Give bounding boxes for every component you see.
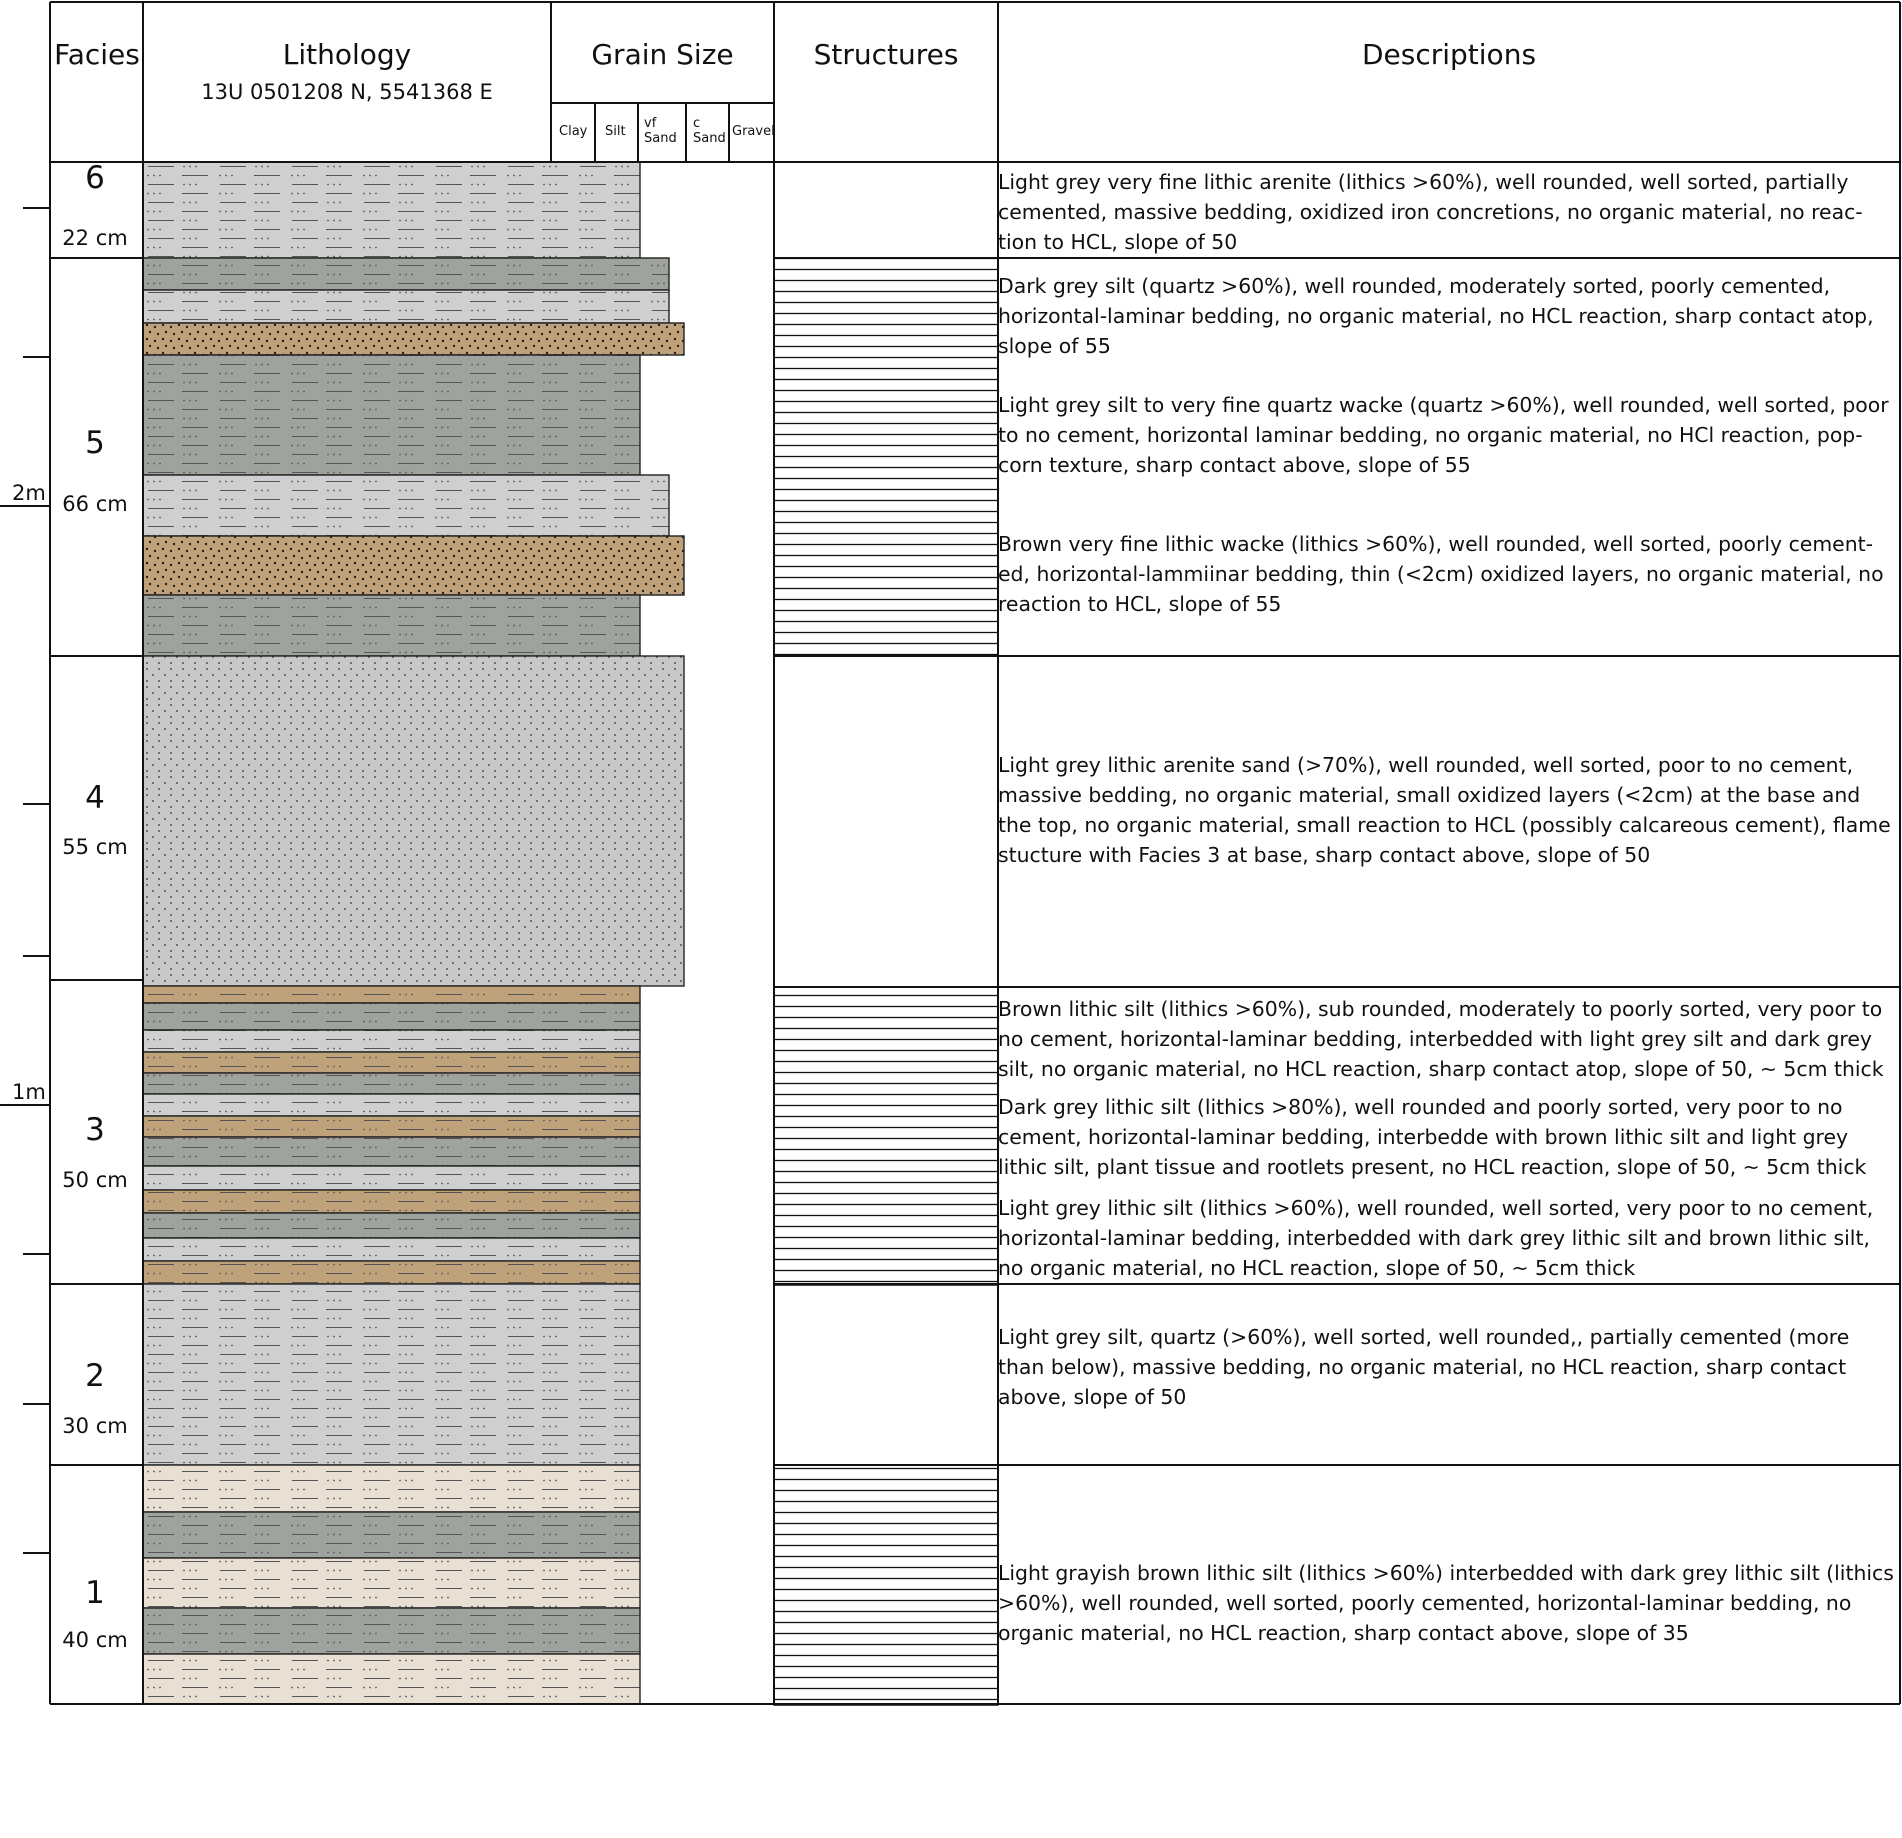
bed-facies-5-light-grey-2	[143, 475, 669, 536]
bed-facies-1-light-brown-3	[143, 1654, 640, 1704]
grain-class-gravel: Gravel	[732, 124, 775, 139]
facies-number-5: 5	[85, 425, 105, 461]
grain-class-clay: Clay	[559, 124, 588, 139]
bed-facies-1-light-brown-1	[143, 1465, 640, 1512]
bed-facies-5-light-grey-1	[143, 290, 669, 323]
scale-label-2m: 2m	[12, 481, 46, 505]
description-facies-5-light-grey-silt: Light grey silt to very fine quartz wacke (quartz >60%), well rounded, well sorted, poor to no cement, horizontal laminar bedding, no organic material, no HCl reaction, pop- corn texture, sharp contact above, slope of 55	[998, 393, 1889, 477]
bed-facies-3-dark-grey-1	[143, 1003, 640, 1030]
bed-facies-3-brown-3	[143, 1116, 640, 1137]
facies-number-1: 1	[85, 1575, 105, 1611]
header-descriptions: Descriptions	[1361, 38, 1537, 71]
lamination-band-facies-1	[774, 1465, 998, 1705]
bed-facies-1-dark-grey-1	[143, 1512, 640, 1558]
description-facies-3-brown-silt: Brown lithic silt (lithics >60%), sub rounded, moderately to poorly sorted, very poor to no cement, horizontal-laminar bedding, interbedded with light grey silt and dark grey silt, no organic material, no HCL reaction, sharp contact atop, slope of 50, ~ 5cm thick	[998, 997, 1884, 1081]
bed-facies-5-dark-grey-2	[143, 355, 640, 475]
facies-thickness-6: 22 cm	[62, 226, 128, 250]
bed-facies-3-dark-grey-3	[143, 1137, 640, 1166]
bed-facies-5-brown-2	[143, 536, 684, 595]
bed-facies-1-dark-grey-2	[143, 1608, 640, 1654]
description-facies-6: Light grey very fine lithic arenite (lithics >60%), well rounded, well sorted, partially cemented, massive bedding, oxidized iron concretions, no organic material, no reac- tion to HCL, slope of 50	[998, 170, 1863, 254]
bed-facies-3-light-grey-1	[143, 1030, 640, 1052]
header-coordinates: 13U 0501208 N, 5541368 E	[201, 80, 493, 104]
bed-facies-6-light-grey	[143, 162, 640, 258]
header-structures: Structures	[813, 38, 959, 71]
lamination-band-facies-3	[774, 987, 998, 1285]
bed-facies-3-brown-5	[143, 1261, 640, 1284]
facies-thickness-5: 66 cm	[62, 492, 128, 516]
facies-number-2: 2	[85, 1358, 105, 1394]
bed-facies-5-dark-grey-1	[143, 258, 669, 290]
bed-facies-3-light-grey-3	[143, 1166, 640, 1190]
facies-thickness-2: 30 cm	[62, 1414, 128, 1438]
bed-facies-4-sand	[143, 656, 684, 986]
bed-facies-2-light-grey	[143, 1284, 640, 1465]
description-facies-1: Light grayish brown lithic silt (lithics >60%) interbedded with dark grey lithic silt (lithics >60%), well rounded, well sorted, poorly cemented, horizontal-laminar bedding, no organic material, no HCL reaction, sharp contact above, slope of 35	[998, 1561, 1894, 1645]
facies-number-4: 4	[85, 780, 105, 816]
bed-facies-3-dark-grey-4	[143, 1213, 640, 1238]
bed-facies-1-light-brown-2	[143, 1558, 640, 1608]
description-facies-5-brown-wacke: Brown very fine lithic wacke (lithics >60%), well rounded, well sorted, poorly cement- ed, horizontal-lammiinar bedding, thin (<2cm) oxidized layers, no organic material, no reaction to HCL, slope of 55	[998, 532, 1884, 616]
header-lithology: Lithology	[282, 38, 412, 71]
bed-facies-5-brown-1	[143, 323, 684, 355]
facies-number-6: 6	[85, 160, 105, 196]
bed-facies-3-brown-1	[143, 986, 640, 1003]
grain-class-vf-sand: vf Sand	[644, 116, 677, 146]
description-facies-5-dark-grey-silt: Dark grey silt (quartz >60%), well rounded, moderately sorted, poorly cemented, horizontal-laminar bedding, no organic material, no HCL reaction, sharp contact atop, slope of 55	[998, 274, 1874, 358]
structure-laminations	[774, 258, 998, 1705]
bed-facies-3-dark-grey-2	[143, 1073, 640, 1094]
facies-number-3: 3	[85, 1112, 105, 1148]
bed-facies-5-dark-grey-3	[143, 595, 640, 656]
facies-thickness-4: 55 cm	[62, 835, 128, 859]
description-facies-4: Light grey lithic arenite sand (>70%), well rounded, well sorted, poor to no cement, massive bedding, no organic material, small oxidized layers (<2cm) at the base and the top, no organic material, small reaction to HCL (possibly calcareous cement), flame stucture with Facies 3 at base, sharp contact above, slope of 50	[998, 753, 1891, 867]
description-facies-2: Light grey silt, quartz (>60%), well sorted, well rounded,, partially cemented (more than below), massive bedding, no organic material, no HCL reaction, sharp contact above, slope of 50	[998, 1325, 1850, 1409]
grain-class-silt: Silt	[605, 124, 626, 139]
grain-class-c-sand: c Sand	[693, 116, 726, 146]
bed-facies-3-brown-2	[143, 1052, 640, 1073]
facies-thickness-1: 40 cm	[62, 1628, 128, 1652]
scale-label-1m: 1m	[12, 1080, 46, 1104]
lithology-beds	[143, 162, 684, 1704]
bed-facies-3-brown-4	[143, 1190, 640, 1213]
facies-thickness-3: 50 cm	[62, 1168, 128, 1192]
description-facies-3-light-grey-silt: Light grey lithic silt (lithics >60%), well rounded, well sorted, very poor to no cement, horizontal-laminar bedding, interbedded with dark grey lithic silt and brown lithic silt, no organic material, no HCL reaction, slope of 50, ~ 5cm thick	[998, 1196, 1874, 1280]
bed-facies-3-light-grey-2	[143, 1094, 640, 1116]
bed-facies-3-light-grey-4	[143, 1238, 640, 1261]
description-facies-3-dark-grey-silt: Dark grey lithic silt (lithics >80%), well rounded and poorly sorted, very poor to no cement, horizontal-laminar bedding, interbedde with brown lithic silt and light grey lithic silt, plant tissue and rootlets present, no HCL reaction, slope of 50, ~ 5cm thick	[998, 1095, 1867, 1179]
lamination-band-facies-5	[774, 258, 998, 656]
header-grain-size: Grain Size	[591, 38, 734, 71]
header-facies: Facies	[54, 38, 140, 71]
